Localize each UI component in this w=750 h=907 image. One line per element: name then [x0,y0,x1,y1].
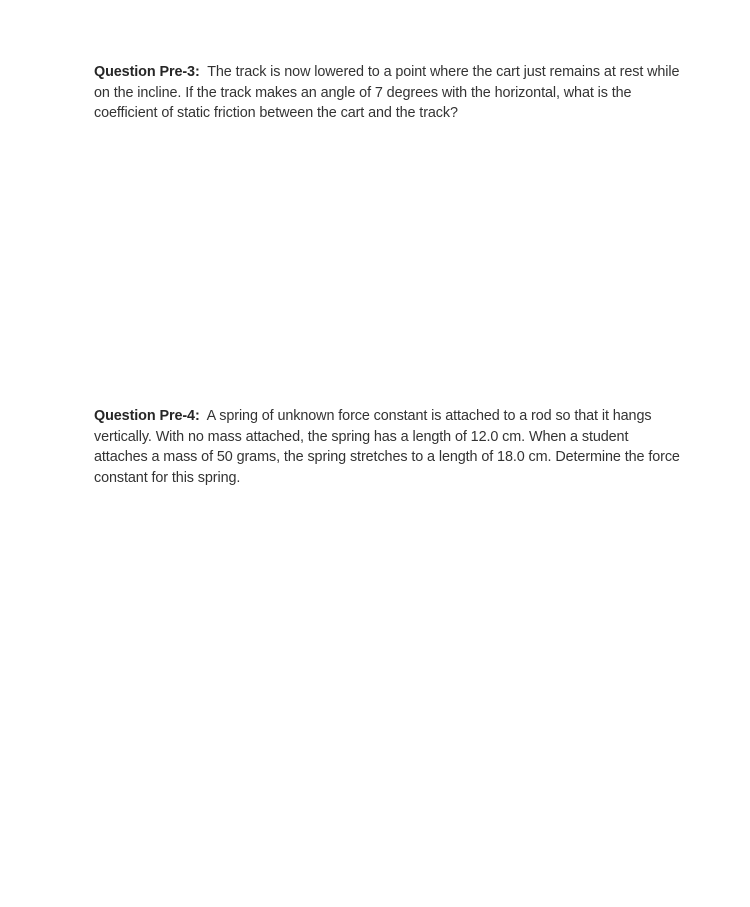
question-text: The track is now lowered to a point where the cart just remains at rest while on the incline. If the track makes an angle of 7 degrees with the horizontal, what is the coefficient of static friction between the cart and the track? [94,64,680,121]
question-label: Question Pre-3: [94,64,200,80]
question-pre-3 [94,62,680,124]
question-text: A spring of unknown force constant is attached to a rod so that it hangs vertically. With no mass attached, the spring has a length of 12.0 cm. When a student attaches a mass of 50 grams, the spring stretches to a length of 18.0 cm. Determine the force constant for this spring. [94,408,680,486]
question-label: Question Pre-4: [94,408,200,424]
question-pre-4 [94,406,680,488]
